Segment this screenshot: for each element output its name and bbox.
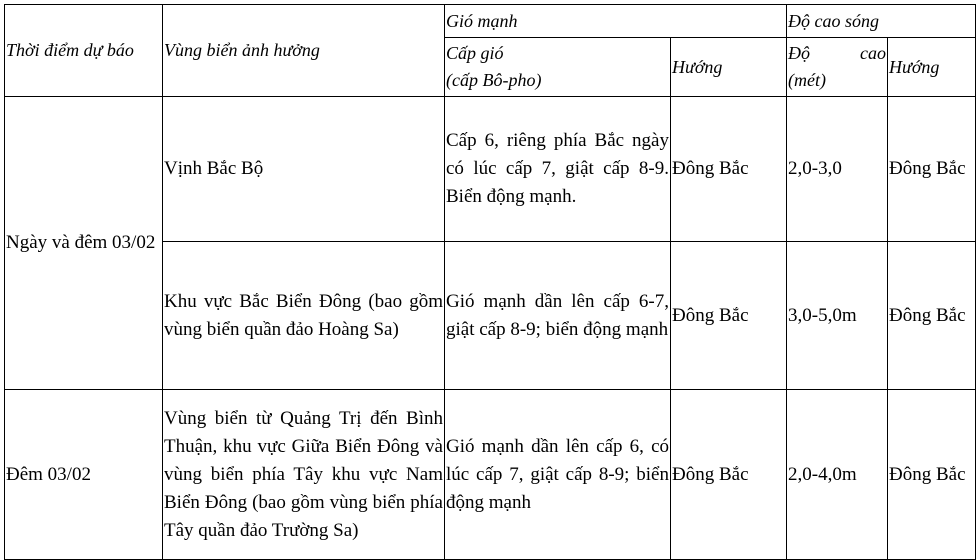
header-vung-bien: Vùng biển ảnh hưởng xyxy=(163,5,445,97)
header-gio-manh: Gió mạnh xyxy=(445,5,787,38)
forecast-table xyxy=(4,4,976,560)
cell-vung-bien: Vùng biển từ Quảng Trị đến Bình Thuận, khu vực Giữa Biển Đông và vùng biển phía Tây khu vực Nam Biển Đông (bao gồm vùng biển phía Tây quần đảo Trường Sa) xyxy=(163,390,445,560)
cell-do-cao: 2,0-4,0m xyxy=(787,390,888,560)
header-cap-gio-line2: (cấp Bô-pho) xyxy=(446,70,542,90)
header-do-cao-word1: Độ xyxy=(788,43,810,63)
cell-cap-gio: Cấp 6, riêng phía Bắc ngày có lúc cấp 7, giật cấp 8-9. Biển động mạnh. xyxy=(445,97,671,242)
table-row xyxy=(5,97,976,242)
cell-cap-gio: Gió mạnh dần lên cấp 6-7, giật cấp 8-9; biển động mạnh xyxy=(445,242,671,390)
cell-cap-gio: Gió mạnh dần lên cấp 6, có lúc cấp 7, giật cấp 8-9; biển động mạnh xyxy=(445,390,671,560)
header-huong-song: Hướng xyxy=(888,38,976,97)
cell-do-cao: 3,0-5,0m xyxy=(787,242,888,390)
header-do-cao-unit: (mét) xyxy=(788,70,826,90)
cell-huong-song: Đông Bắc xyxy=(888,97,976,242)
header-do-cao-word2: cao xyxy=(860,43,886,63)
header-do-cao-song: Độ cao sóng xyxy=(787,5,976,38)
cell-thoi-diem: Ngày và đêm 03/02 xyxy=(5,97,163,390)
cell-huong-song: Đông Bắc xyxy=(888,390,976,560)
table-row xyxy=(5,390,976,560)
cell-huong-gio: Đông Bắc xyxy=(671,97,787,242)
header-thoi-diem: Thời điểm dự báo xyxy=(5,5,163,97)
cell-huong-gio: Đông Bắc xyxy=(671,390,787,560)
cell-thoi-diem: Đêm 03/02 xyxy=(5,390,163,560)
cell-do-cao: 2,0-3,0 xyxy=(787,97,888,242)
header-cap-gio-line1: Cấp gió xyxy=(446,43,504,63)
cell-huong-song: Đông Bắc xyxy=(888,242,976,390)
header-huong-gio: Hướng xyxy=(671,38,787,97)
cell-vung-bien: Khu vực Bắc Biển Đông (bao gồm vùng biển quần đảo Hoàng Sa) xyxy=(163,242,445,390)
cell-huong-gio: Đông Bắc xyxy=(671,242,787,390)
cell-vung-bien: Vịnh Bắc Bộ xyxy=(163,97,445,242)
header-cap-gio xyxy=(445,38,671,97)
header-do-cao xyxy=(787,38,888,97)
